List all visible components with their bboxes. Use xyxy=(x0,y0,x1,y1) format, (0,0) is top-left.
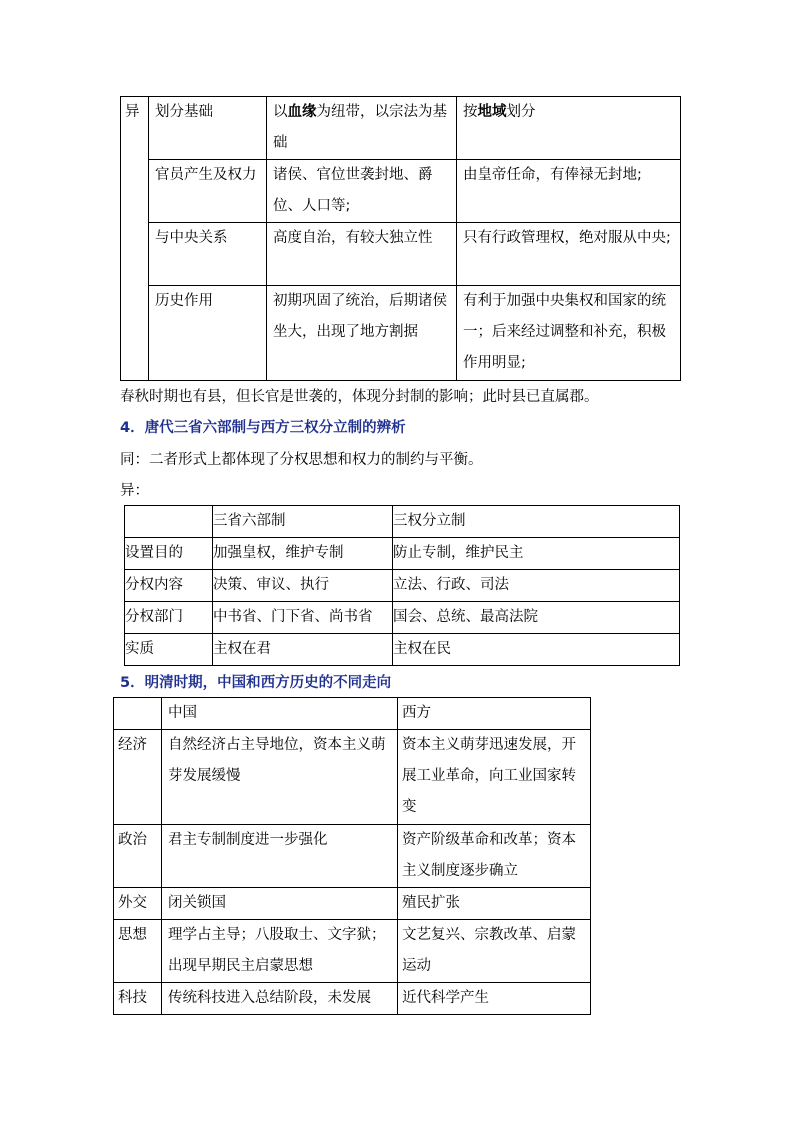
table-row xyxy=(121,286,681,381)
table-row xyxy=(125,538,680,570)
table-cell: 主权在民 xyxy=(393,634,680,666)
row-label: 思想 xyxy=(114,920,162,983)
table-row xyxy=(114,888,591,920)
table-cell: 加强皇权，维护专制 xyxy=(213,538,393,570)
table-cell: 立法、行政、司法 xyxy=(393,570,680,602)
table-cell: 文艺复兴、宗教改革、启蒙运动 xyxy=(398,920,591,983)
table-cell: 资产阶级革命和改革；资本主义制度逐步确立 xyxy=(398,825,591,888)
note-line: 春秋时期也有县，但长官是世袭的，体现分封制的影响；此时县已直属郡。 xyxy=(120,389,599,405)
table-row xyxy=(125,602,680,634)
table-cell: 三权分立制 xyxy=(393,506,680,538)
table-row xyxy=(121,97,681,160)
table-cell: 殖民扩张 xyxy=(398,888,591,920)
comparison-table-fenfeng-junxian xyxy=(120,96,681,381)
row-label: 实质 xyxy=(125,634,213,666)
row-label: 外交 xyxy=(114,888,162,920)
table-cell: 传统科技进入总结阶段，未发展 xyxy=(162,983,398,1015)
table-cell: 初期巩固了统治，后期诸侯坐大，出现了地方割据 xyxy=(267,286,457,381)
section4-diff: 异： xyxy=(120,483,149,499)
table-cell: 资本主义萌芽迅速发展，开展工业革命，向工业国家转变 xyxy=(398,730,591,825)
comparison-table-china-west xyxy=(113,697,591,1015)
table-row xyxy=(121,160,681,223)
table-cell: 有利于加强中央集权和国家的统一；后来经过调整和补充，积极作用明显; xyxy=(457,286,681,381)
table-header-row xyxy=(114,698,591,730)
table-row xyxy=(114,825,591,888)
table-row xyxy=(114,920,591,983)
section4-same: 同：二者形式上都体现了分权思想和权力的制约与平衡。 xyxy=(120,452,483,468)
table-row xyxy=(121,223,681,286)
row-label: 分权部门 xyxy=(125,602,213,634)
table-cell: 中书省、门下省、尚书省 xyxy=(213,602,393,634)
table-cell: 诸侯、官位世袭封地、爵位、人口等; xyxy=(267,160,457,223)
row-label: 科技 xyxy=(114,983,162,1015)
table-cell: 国会、总统、最高法院 xyxy=(393,602,680,634)
table-cell: 按地域划分 xyxy=(457,97,681,160)
table-cell xyxy=(125,506,213,538)
comparison-table-sansheng-sanquan xyxy=(124,505,680,666)
row-label: 划分基础 xyxy=(149,97,267,160)
table-cell: 闭关锁国 xyxy=(162,888,398,920)
row-label: 政治 xyxy=(114,825,162,888)
table-row xyxy=(125,570,680,602)
row-label: 分权内容 xyxy=(125,570,213,602)
table-row xyxy=(114,730,591,825)
table-header-row xyxy=(125,506,680,538)
row-label: 官员产生及权力 xyxy=(149,160,267,223)
table-cell: 决策、审议、执行 xyxy=(213,570,393,602)
row-label: 与中央关系 xyxy=(149,223,267,286)
table-cell: 中国 xyxy=(162,698,398,730)
table-cell: 三省六部制 xyxy=(213,506,393,538)
table-cell: 近代科学产生 xyxy=(398,983,591,1015)
section5-heading: 5．明清时期，中国和西方历史的不同走向 xyxy=(120,675,392,691)
table-row xyxy=(114,983,591,1015)
table-row xyxy=(125,634,680,666)
row-label: 经济 xyxy=(114,730,162,825)
table-cell: 防止专制，维护民主 xyxy=(393,538,680,570)
table-cell: 理学占主导；八股取士、文字狱；出现早期民主启蒙思想 xyxy=(162,920,398,983)
table-cell: 主权在君 xyxy=(213,634,393,666)
section4-heading: 4．唐代三省六部制与西方三权分立制的辨析 xyxy=(120,420,406,436)
table-cell: 君主专制制度进一步强化 xyxy=(162,825,398,888)
side-label: 异 xyxy=(121,97,149,381)
table-cell xyxy=(114,698,162,730)
table-cell: 以血缘为纽带，以宗法为基础 xyxy=(267,97,457,160)
table-cell: 只有行政管理权，绝对服从中央; xyxy=(457,223,681,286)
table-cell: 由皇帝任命，有俸禄无封地; xyxy=(457,160,681,223)
table-cell: 自然经济占主导地位，资本主义萌芽发展缓慢 xyxy=(162,730,398,825)
row-label: 设置目的 xyxy=(125,538,213,570)
table-cell: 高度自治，有较大独立性 xyxy=(267,223,457,286)
table-cell: 西方 xyxy=(398,698,591,730)
row-label: 历史作用 xyxy=(149,286,267,381)
